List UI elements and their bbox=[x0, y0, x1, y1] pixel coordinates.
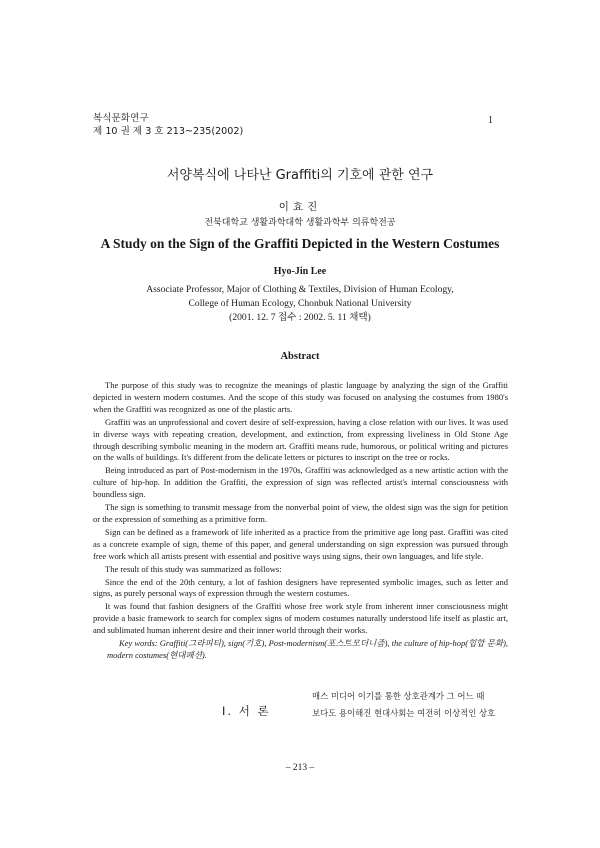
folio: – 213 – bbox=[285, 763, 315, 773]
summary-paragraph: Since the end of the 20th century, a lot of fashion designers have represented symbolic images, such as letter and signs, as purely personal ways of expression through the western costumes. bbox=[93, 576, 508, 599]
english-affiliation bbox=[0, 283, 600, 325]
summary-intro: The result of this study was summarized as follows: bbox=[105, 563, 282, 574]
abstract-heading: Abstract bbox=[280, 351, 320, 362]
affiliation-line: Associate Professor, Major of Clothing & Textiles, Division of Human Ecology, bbox=[146, 284, 454, 295]
abstract-paragraph: Graffiti was an unprofessional and covert desire of self-expression, having a close relation with our lives. It was used in diverse ways with repeating creation, development, and extinction, from expressing liveliness in Old Stone Age through describing symbolic meaning in the modern art. Graffiti means rude, humorous, or political writing and pictures on the walls of buildings. It's different from the delicate letters or pictures to inscript on the tree or rocks. bbox=[93, 416, 508, 463]
korean-title: 서양복식에 나타난 Graffiti의 기호에 관한 연구 bbox=[166, 168, 434, 183]
abstract-body bbox=[93, 380, 508, 663]
section-heading: Ⅰ. 서 론 bbox=[222, 704, 271, 718]
affiliation-line: College of Human Ecology, Chonbuk National University bbox=[188, 298, 412, 309]
body-line: 보다도 용이해진 현대사회는 여전히 이상적인 상호 bbox=[312, 708, 496, 718]
journal-issue: 제 10 권 제 3 호 213~235(2002) bbox=[93, 126, 244, 137]
english-author: Hyo-Jin Lee bbox=[273, 266, 327, 277]
abstract-paragraph: The sign is something to transmit message from the nonverbal point of view, the oldest sign was the sign for petition or the expression of something as a primitive form. bbox=[93, 502, 508, 524]
korean-affiliation: 전북대학교 생활과학대학 생활과학부 의류학전공 bbox=[204, 218, 396, 228]
journal-header bbox=[93, 112, 243, 138]
keywords bbox=[93, 638, 508, 662]
english-title: A Study on the Sign of the Graffiti Depicted in the Western Costumes bbox=[100, 236, 500, 251]
received-accepted-dates: (2001. 12. 7 접수 : 2002. 5. 11 채택) bbox=[229, 312, 371, 323]
journal-name: 복식문화연구 bbox=[93, 113, 149, 124]
korean-body-text bbox=[312, 688, 512, 722]
summary-paragraph: It was found that fashion designers of the Graffiti whose free work style from inherent inner consciousness might provide a basic framework to search for complex signs of modern costumes naturally understood life itself as plastic art, and sublimated human inherent desire and their inner world through their works. bbox=[93, 601, 508, 636]
keywords-label: Key words: bbox=[119, 638, 158, 649]
body-line: 매스 미디어 이기를 통한 상호관계가 그 어느 때 bbox=[312, 691, 485, 701]
abstract-paragraph: Sign can be defined as a framework of life inherited as a practice from the primitive age long past. Graffiti was cited as a concrete example of sign, theme of this paper, and general understanding on sign expression was pursued through free work which all artists present with essential and positive ways using signs, their own languages, and life style. bbox=[93, 526, 508, 561]
page-number: 1 bbox=[488, 115, 493, 126]
keywords-text: Graffiti(그라피티), sign(기호), Post-modernism(포스트모더니즘), the culture of hip-hop(힙합 문화), modern costumes(현대패션). bbox=[107, 638, 509, 660]
abstract-paragraph: The purpose of this study was to recognize the meanings of plastic language by analyzing the sign of the Graffiti depicted in western modern costumes. And the scope of this study was focused on analysing the costumes from 1980's when the Graffiti was recognized as one of the plastic arts. bbox=[93, 380, 508, 414]
korean-author: 이효진 bbox=[278, 201, 322, 213]
abstract-paragraph: Being introduced as part of Post-modernism in the 1970s, Graffiti was acknowledged as a new artistic action with the culture of hip-hop. In addition the Graffiti, the expression of sign was reflected artist's internal consciousness with boundless sign. bbox=[93, 465, 508, 500]
